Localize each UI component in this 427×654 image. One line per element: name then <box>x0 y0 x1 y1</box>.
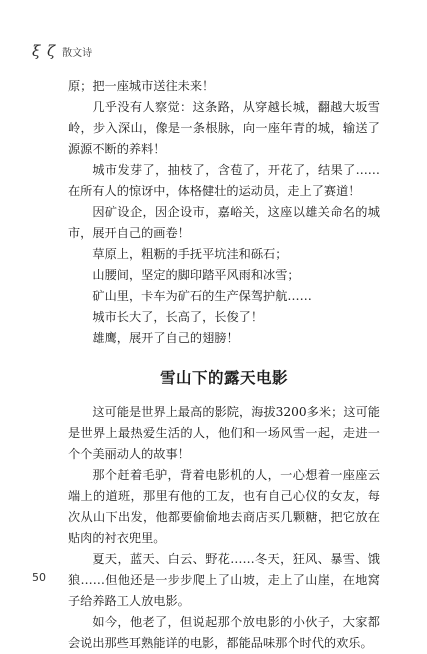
poem-line: 夏天，蓝天、白云、野花……冬天，狂风、暴雪、饿狼……但他还是一步步爬上了山坡，走上了山崖，在地窝子给养路工人放电影。 <box>68 552 380 608</box>
poem-line: 几乎没有人察觉：这条路，从穿越长城，翻越大坂雪岭，步入深山，像是一条根脉，向一座年青的城，输送了源源不断的养料！ <box>68 100 380 156</box>
poem-line: 矿山里，卡车为矿石的生产保驾护航…… <box>92 289 312 303</box>
poem-line: 草原上，粗粝的手抚平坑洼和砾石； <box>92 247 288 261</box>
page-body <box>68 76 380 654</box>
poem-line: 原；把一座城市送往未来！ <box>68 79 215 93</box>
running-header <box>32 40 92 62</box>
poem-line: 山腰间，坚定的脚印踏平风雨和冰雪； <box>92 268 300 282</box>
poem-line: 因矿设企，因企设市，嘉峪关，这座以雄关命名的城市，展开自己的画卷！ <box>68 205 380 240</box>
poem-line: 城市长大了，长高了，长俊了！ <box>92 310 264 324</box>
page-number: 50 <box>32 571 46 584</box>
poem-line: 如今，他老了，但说起那个放电影的小伙子，大家都会说出那些耳熟能详的电影，都能品味那个时代的欢乐。 <box>68 615 380 650</box>
decorative-logo: ξ ζ <box>32 42 57 60</box>
poem-line: 这可能是世界上最高的影院，海拔3200多米；这可能是世界上最热爱生活的人，他们和一场风雪一起，走进一个个美丽动人的故事！ <box>68 405 380 461</box>
poem-line: 雄鹰，展开了自己的翅膀！ <box>92 331 239 345</box>
poem-line: 城市发芽了，抽枝了，含苞了，开花了，结果了……在所有人的惊讶中，体格健壮的运动员，走上了赛道！ <box>68 163 380 198</box>
poem-title: 雪山下的露天电影 <box>159 368 288 387</box>
poem-line: 那个赶着毛驴，背着电影机的人，一心想着一座座云端上的道班，那里有他的工友，也有自己心仪的女友，每次从山下出发，他都要偷偷地去商店买几颗糖，把它放在贴肉的衬衣兜里。 <box>68 468 380 545</box>
section-label: 散文诗 <box>62 47 93 59</box>
